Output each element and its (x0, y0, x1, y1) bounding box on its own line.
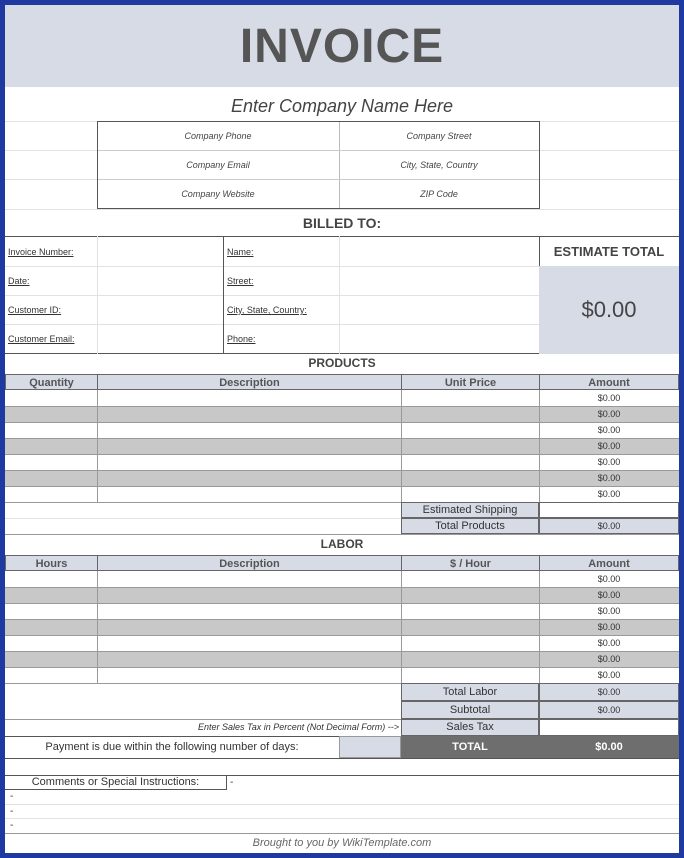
company-phone[interactable]: Company Phone (184, 131, 252, 141)
company-info-box (97, 121, 540, 209)
grid-line (5, 295, 539, 296)
grid-line (97, 571, 98, 683)
total-labor-label: Total Labor (401, 683, 539, 701)
phone-label: Phone: (227, 334, 256, 344)
product-amount: $0.00 (597, 441, 621, 451)
comments-label: Comments or Special Instructions: (5, 775, 227, 790)
street-label: Street: (227, 276, 254, 286)
company-street[interactable]: Company Street (406, 131, 472, 141)
labor-col-amount: Amount (539, 555, 679, 571)
comments-dash: - (230, 777, 234, 788)
grid-line (223, 236, 224, 354)
products-col-quantity: Quantity (5, 374, 98, 390)
products-col-description: Description (97, 374, 402, 390)
estimated-shipping-label: Estimated Shipping (401, 502, 539, 518)
labor-amount: $0.00 (597, 622, 621, 632)
company-name[interactable]: Enter Company Name Here (230, 96, 454, 116)
total-products-label: Total Products (401, 518, 539, 534)
labor-amount: $0.00 (597, 574, 621, 584)
grid-line (97, 390, 98, 502)
grid-line (5, 324, 539, 325)
company-city[interactable]: City, State, Country (400, 160, 478, 170)
comments-line[interactable]: - (10, 820, 14, 831)
invoice-title: INVOICE (239, 19, 445, 73)
product-amount: $0.00 (597, 409, 621, 419)
estimated-shipping-value[interactable] (539, 502, 679, 518)
total-bar (401, 736, 679, 758)
total-labor-value: $0.00 (539, 683, 679, 701)
products-col-unit-price: Unit Price (401, 374, 540, 390)
labor-heading: LABOR (320, 537, 364, 551)
company-email[interactable]: Company Email (186, 160, 250, 170)
labor-col-hours: Hours (5, 555, 98, 571)
subtotal-label: Subtotal (401, 701, 539, 719)
customer-id-label: Customer ID: (8, 305, 62, 315)
company-zip[interactable]: ZIP Code (420, 189, 458, 199)
billed-to-heading: BILLED TO: (302, 215, 382, 231)
estimate-total-title: ESTIMATE TOTAL (553, 244, 665, 259)
subtotal-value: $0.00 (539, 701, 679, 719)
footer-credit[interactable]: Brought to you by WikiTemplate.com (252, 837, 432, 849)
grid-line (5, 758, 679, 759)
sales-tax-label: Sales Tax (401, 719, 539, 736)
title-band (5, 5, 679, 87)
labor-amount: $0.00 (597, 590, 621, 600)
date-label: Date: (8, 276, 30, 286)
total-value: $0.00 (595, 741, 623, 753)
labor-amount: $0.00 (597, 638, 621, 648)
name-label: Name: (227, 247, 254, 257)
product-amount: $0.00 (597, 457, 621, 467)
payment-terms-text: Payment is due within the following number of days: (45, 741, 299, 753)
total-products-value: $0.00 (539, 518, 679, 534)
comments-line[interactable]: - (10, 791, 14, 802)
labor-col-rate: $ / Hour (401, 555, 540, 571)
product-amount: $0.00 (597, 393, 621, 403)
product-amount: $0.00 (597, 425, 621, 435)
products-col-amount: Amount (539, 374, 679, 390)
invoice-sheet (5, 5, 679, 853)
grid-line (5, 209, 679, 210)
invoice-number-label: Invoice Number: (8, 247, 74, 257)
estimate-total-value: $0.00 (539, 266, 679, 354)
grid-line (5, 804, 679, 805)
labor-amount: $0.00 (597, 606, 621, 616)
company-website[interactable]: Company Website (181, 189, 255, 199)
products-heading: PRODUCTS (308, 356, 376, 370)
grid-line (5, 818, 679, 819)
product-amount: $0.00 (597, 473, 621, 483)
city-label: City, State, Country: (227, 305, 307, 315)
customer-email-label: Customer Email: (8, 334, 75, 344)
sales-tax-hint: Enter Sales Tax in Percent (Not Decimal Form) --> (198, 722, 399, 732)
total-label: TOTAL (452, 741, 488, 753)
grid-line (97, 236, 98, 354)
comments-line[interactable]: - (10, 806, 14, 817)
sales-tax-input[interactable] (539, 719, 679, 736)
payment-days-input[interactable] (339, 736, 401, 758)
product-amount: $0.00 (597, 489, 621, 499)
labor-col-description: Description (97, 555, 402, 571)
grid-line (5, 518, 401, 519)
grid-line (5, 534, 679, 535)
grid-line (339, 236, 340, 354)
labor-amount: $0.00 (597, 654, 621, 664)
labor-amount: $0.00 (597, 670, 621, 680)
grid-line (5, 266, 539, 267)
